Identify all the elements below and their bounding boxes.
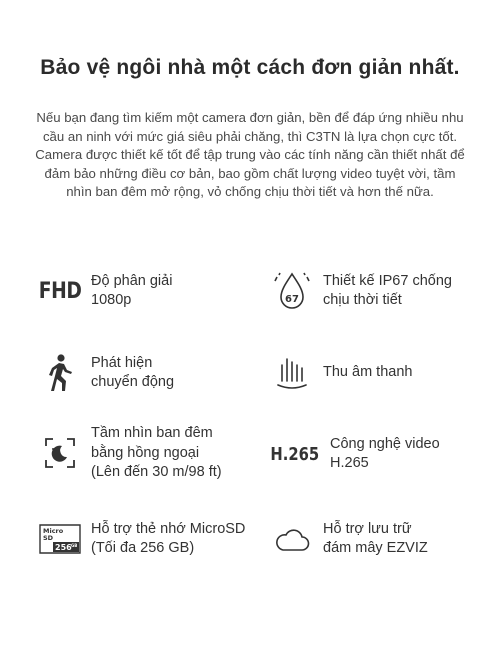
feature-weatherproof — [269, 268, 452, 314]
microsd-text-capacity: 256 — [55, 543, 72, 552]
waterproof-ip67-icon — [269, 268, 315, 314]
microsd-text-sd: SD — [43, 534, 54, 542]
feature-h265-label: Công nghệ video H.265 — [330, 435, 440, 471]
h265-icon: H.265 — [270, 443, 320, 465]
cloud-icon — [269, 516, 315, 562]
feature-night-vision-label: Tầm nhìn ban đêm bằng hồng ngoại (Lên đến 30 m/98 ft) — [91, 425, 222, 480]
feature-resolution-label: Độ phân giải 1080p — [91, 272, 173, 308]
feature-night-vision — [37, 424, 222, 483]
feature-h265 — [269, 431, 440, 477]
feature-audio-label: Thu âm thanh — [323, 364, 413, 381]
feature-audio — [269, 350, 412, 396]
feature-cloud-storage — [269, 516, 428, 562]
microsd-card-icon — [37, 516, 83, 562]
feature-resolution — [37, 268, 172, 314]
feature-cloud-storage-label: Hỗ trợ lưu trữ đám mây EZVIZ — [323, 520, 428, 556]
feature-microsd-label: Hỗ trợ thẻ nhớ MicroSD (Tối đa 256 GB) — [91, 520, 246, 556]
microsd-text-unit: GB — [71, 543, 78, 548]
feature-motion-detection-label: Phát hiện chuyển động — [91, 354, 175, 390]
night-vision-icon — [37, 430, 83, 476]
microsd-text-micro: Micro — [43, 527, 64, 535]
fhd-icon: FHD — [38, 278, 82, 304]
ip67-icon-text: 67 — [285, 294, 299, 305]
page-title: Bảo vệ ngôi nhà một cách đơn giản nhất. — [40, 56, 460, 79]
running-person-icon — [37, 350, 83, 396]
product-description: Nếu bạn đang tìm kiếm một camera đơn giản, bền để đáp ứng nhiều nhu cầu an ninh với mức giá siêu phải chăng, thì C3TN là lựa chọn cực tốt. Camera được thiết kế tốt để tập trung vào các tính năng cần thiết nhất để đảm bảo những điều cơ bản, bao gồm chất lượng video tuyệt vời, tầm nhìn ban đêm mở rộng, vỏ chống chịu thời tiết và hơn thế nữa. — [35, 110, 465, 199]
feature-motion-detection — [37, 350, 174, 396]
sound-wave-icon — [269, 350, 315, 396]
feature-weatherproof-label: Thiết kế IP67 chống chịu thời tiết — [323, 272, 452, 308]
feature-microsd — [37, 516, 245, 562]
